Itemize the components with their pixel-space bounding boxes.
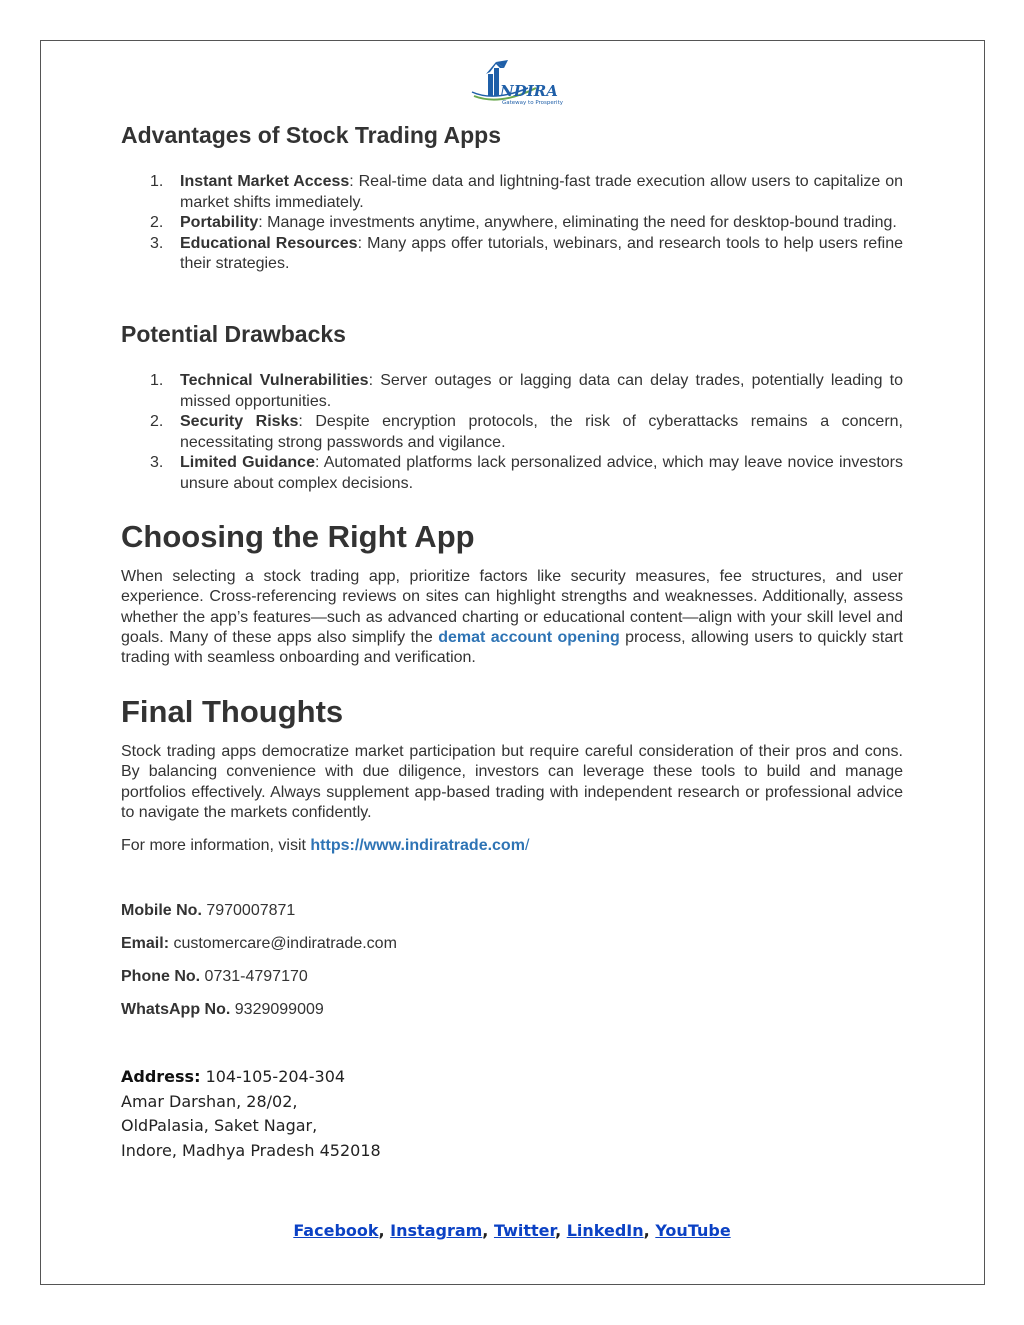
more-info-line: For more information, visit https://www.indiratrade.com/ — [121, 837, 530, 854]
address-block: Address: 104-105-204-304 Amar Darshan, 28/02, OldPalasia, Saket Nagar, Indore, Madhya Pradesh 452018 — [121, 1067, 381, 1160]
list-item: 3. Educational Resources: Many apps offer tutorials, webinars, and research tools to help users refine their strategies. — [150, 234, 904, 272]
facebook-link[interactable]: Facebook — [293, 1221, 379, 1240]
drawbacks-list — [121, 371, 903, 494]
list-item: 3. Limited Guidance: Automated platforms lack personalized advice, which may leave novice investors unsure about complex decisions. — [150, 454, 903, 492]
svg-text:Gateway to Prosperity: Gateway to Prosperity — [502, 100, 563, 106]
social-links: Facebook, Instagram, Twitter, LinkedIn, YouTube — [293, 1221, 731, 1240]
indira-logo-graphic — [470, 58, 570, 108]
email-line: Email: customercare@indiratrade.com — [121, 935, 397, 952]
advantages-list — [121, 172, 903, 275]
list-item: 2. Portability: Manage investments anytime, anywhere, eliminating the need for desktop-bound trading. — [150, 214, 897, 231]
twitter-link[interactable]: Twitter — [493, 1221, 556, 1240]
list-item: 1. Instant Market Access: Real-time data and lightning-fast trade execution allow users to capitalize on market shifts immediately. — [150, 173, 904, 211]
indira-logo — [470, 58, 570, 108]
final-thoughts-heading: Final Thoughts — [121, 694, 344, 729]
list-item: 1. Technical Vulnerabilities: Server outages or lagging data can delay trades, potentially leading to missed opportunities. — [150, 372, 903, 410]
mobile-line: Mobile No. 7970007871 — [121, 902, 296, 919]
linkedin-link[interactable]: LinkedIn — [566, 1221, 644, 1240]
website-link[interactable]: https://www.indiratrade.com — [310, 837, 525, 854]
phone-line: Phone No. 0731-4797170 — [121, 968, 308, 985]
advantages-heading: Advantages of Stock Trading Apps — [121, 122, 501, 148]
list-item: 2. Security Risks: Despite encryption protocols, the risk of cyberattacks remains a concern, necessitating strong passwords and vigilance. — [150, 413, 904, 451]
choosing-heading: Choosing the Right App — [121, 519, 475, 554]
drawbacks-heading: Potential Drawbacks — [121, 321, 346, 347]
youtube-link[interactable]: YouTube — [655, 1221, 731, 1240]
whatsapp-line: WhatsApp No. 9329099009 — [121, 1001, 324, 1018]
svg-text:NDIRA: NDIRA — [500, 82, 558, 100]
final-thoughts-paragraph: Stock trading apps democratize market participation but require careful consideration of their pros and cons. By balancing convenience with due diligence, investors can leverage these tools to build and manage portfolios effectively. Always supplement app-based trading with independent research or professional advice to navigate the markets confidently. — [121, 743, 903, 821]
instagram-link[interactable]: Instagram — [390, 1221, 483, 1240]
demat-account-link[interactable]: demat account opening — [438, 628, 620, 646]
choosing-paragraph: When selecting a stock trading app, prioritize factors like security measures, fee structures, and user experience. Cross-referencing reviews on sites can highlight strengths and weaknesses. Additionally, assess whether the app’s features—such as advanced charting or educational content—align with your skill level and goals. Many of these apps also simplify the demat account opening process, allowing users to quickly start trading with seamless onboarding and verification. — [121, 568, 903, 667]
